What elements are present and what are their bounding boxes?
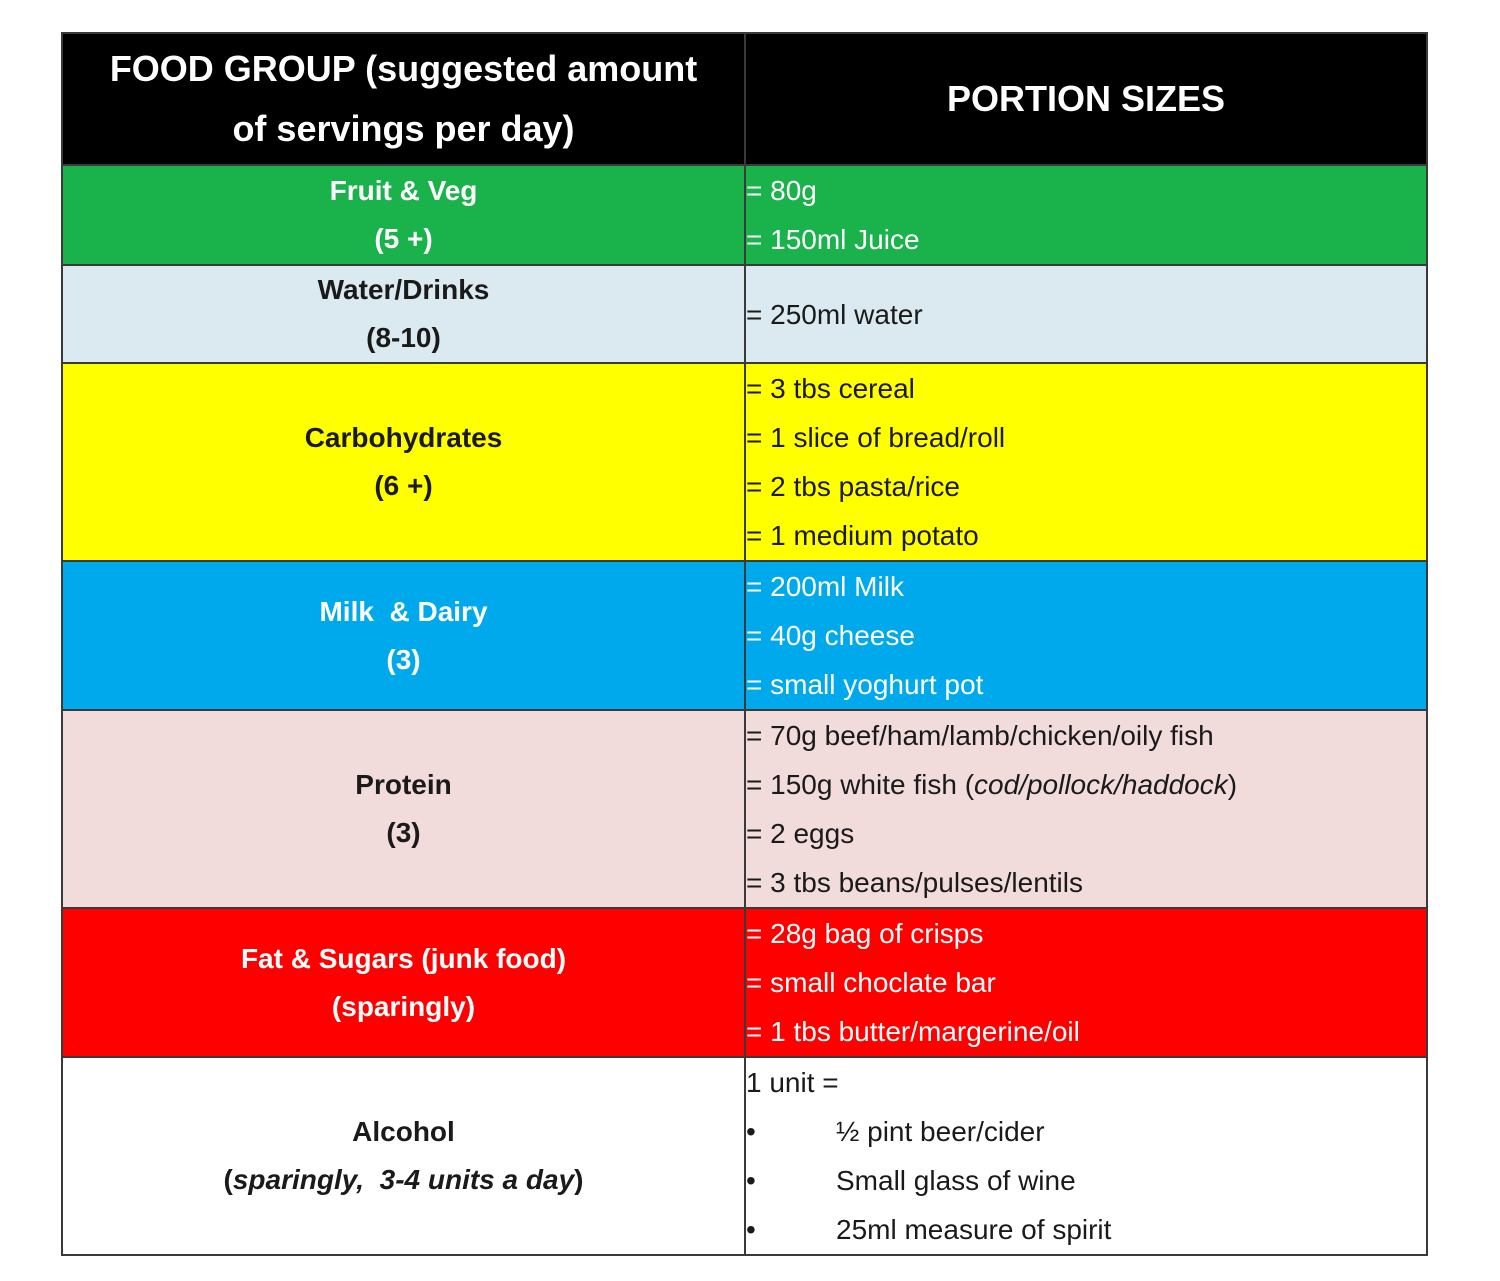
table-row-alcohol bbox=[62, 1057, 1427, 1255]
list-item bbox=[746, 1205, 1426, 1254]
group-cell-milk-dairy bbox=[62, 561, 745, 710]
group-servings: (sparingly) bbox=[331, 990, 476, 1022]
table-row-carbohydrates bbox=[62, 363, 1427, 561]
portion-line: = 150ml Juice bbox=[746, 224, 920, 255]
unit-intro: 1 unit = bbox=[746, 1067, 839, 1098]
group-servings: (6 +) bbox=[374, 470, 433, 501]
portion-line: = 80g bbox=[746, 175, 817, 206]
portion-line: = 1 tbs butter/margerine/oil bbox=[746, 1016, 1080, 1047]
list-item-text: Small glass of wine bbox=[836, 1165, 1076, 1196]
portion-cell-protein bbox=[745, 710, 1427, 908]
table-row-water bbox=[62, 265, 1427, 363]
portion-line: = 250ml water bbox=[746, 298, 923, 330]
portion-cell-alcohol bbox=[745, 1057, 1427, 1255]
portion-cell-fat-sugars bbox=[745, 908, 1427, 1057]
portion-line: = 1 medium potato bbox=[746, 520, 979, 551]
header-row bbox=[62, 33, 1427, 165]
group-cell-fat-sugars bbox=[62, 908, 745, 1057]
group-cell-water bbox=[62, 265, 745, 363]
portion-cell-water bbox=[745, 265, 1427, 363]
group-name: Alcohol bbox=[352, 1116, 455, 1147]
table-row-fat-sugars bbox=[62, 908, 1427, 1057]
food-group-header-line1: FOOD GROUP (suggested amount bbox=[109, 48, 698, 89]
portion-cell-carbohydrates bbox=[745, 363, 1427, 561]
group-servings: (3) bbox=[386, 643, 421, 675]
group-name: Fat & Sugars (junk food) bbox=[240, 942, 567, 974]
bullet-icon: • bbox=[746, 1165, 756, 1196]
white-fish-prefix: = 150g white fish ( bbox=[746, 769, 975, 800]
table-row-protein bbox=[62, 710, 1427, 908]
list-item bbox=[746, 1156, 1426, 1205]
portion-line: = 28g bag of crisps bbox=[746, 918, 984, 949]
portion-sizes-header: PORTION SIZES bbox=[745, 33, 1427, 165]
food-group-header-line2: of servings per day) bbox=[232, 108, 575, 149]
portion-cell-fruit-veg bbox=[745, 165, 1427, 265]
list-item bbox=[746, 1107, 1426, 1156]
portion-line: = 70g beef/ham/lamb/chicken/oily fish bbox=[746, 720, 1214, 751]
portion-line: = 3 tbs cereal bbox=[746, 373, 915, 404]
food-group-header bbox=[62, 33, 745, 165]
group-cell-protein bbox=[62, 710, 745, 908]
group-servings: (8-10) bbox=[366, 322, 441, 353]
group-cell-alcohol bbox=[62, 1057, 745, 1255]
bullet-icon: • bbox=[746, 1214, 756, 1245]
table-row-milk-dairy bbox=[62, 561, 1427, 710]
portion-line: = 200ml Milk bbox=[746, 571, 904, 602]
group-servings: (3) bbox=[386, 817, 421, 848]
table-row-fruit-veg bbox=[62, 165, 1427, 265]
bullet-icon: • bbox=[746, 1116, 756, 1147]
group-name: Water/Drinks bbox=[317, 274, 490, 305]
group-name: Protein bbox=[355, 769, 452, 800]
group-name: Fruit & Veg bbox=[329, 175, 478, 206]
group-cell-fruit-veg bbox=[62, 165, 745, 265]
list-item-text: ½ pint beer/cider bbox=[836, 1116, 1045, 1147]
group-servings: (5 +) bbox=[374, 223, 433, 254]
group-name: Carbohydrates bbox=[304, 422, 503, 453]
group-cell-carbohydrates bbox=[62, 363, 745, 561]
portion-line: = 2 eggs bbox=[746, 818, 855, 849]
portion-line: = 40g cheese bbox=[746, 620, 915, 651]
portion-line: = small choclate bar bbox=[746, 967, 996, 998]
portion-cell-milk-dairy bbox=[745, 561, 1427, 710]
list-item-text: 25ml measure of spirit bbox=[836, 1214, 1112, 1245]
servings-guidance: sparingly, 3-4 units a day bbox=[232, 1164, 575, 1195]
portion-line: = 3 tbs beans/pulses/lentils bbox=[746, 867, 1083, 898]
portion-line: = 2 tbs pasta/rice bbox=[746, 471, 961, 502]
portion-line: = small yoghurt pot bbox=[746, 669, 984, 700]
portion-line: = 1 slice of bread/roll bbox=[746, 422, 1006, 453]
white-fish-suffix: ) bbox=[1227, 769, 1238, 800]
food-group-table bbox=[61, 32, 1428, 1256]
servings-open-paren: ( bbox=[223, 1164, 233, 1195]
white-fish-examples: cod/pollock/haddock bbox=[974, 769, 1228, 800]
group-name: Milk & Dairy bbox=[319, 595, 488, 627]
portion-line-white-fish bbox=[746, 760, 1426, 809]
group-servings-alcohol bbox=[63, 1156, 744, 1204]
servings-close-paren: ) bbox=[574, 1164, 584, 1195]
